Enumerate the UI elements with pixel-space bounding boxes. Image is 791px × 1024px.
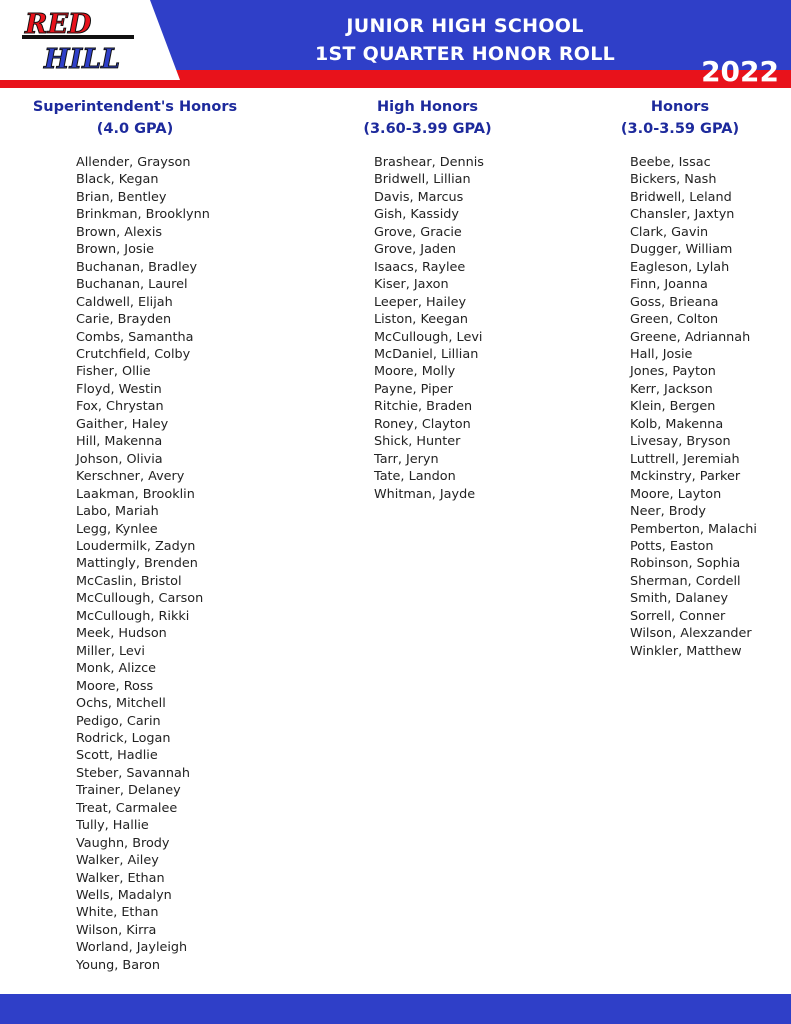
student-name: Fisher, Ollie xyxy=(76,364,151,380)
student-name: Sherman, Cordell xyxy=(630,573,741,589)
red-hill-logo xyxy=(22,4,142,74)
student-name: Rodrick, Logan xyxy=(76,730,171,746)
column-subtitle: (4.0 GPA) xyxy=(96,121,174,137)
student-name: Ochs, Mitchell xyxy=(76,696,166,712)
student-name: Tate, Landon xyxy=(374,469,456,485)
student-name: Monk, Alizce xyxy=(76,661,157,677)
student-name: Leeper, Hailey xyxy=(374,294,467,310)
student-name: Floyd, Westin xyxy=(76,381,162,397)
student-name: Dugger, William xyxy=(630,242,733,258)
student-name: Smith, Dalaney xyxy=(630,591,729,607)
student-name: Johson, Olivia xyxy=(76,451,163,467)
superintendent-honors-heading xyxy=(30,96,240,140)
title-line-2: 1ST QUARTER HONOR ROLL xyxy=(314,43,616,65)
student-name: Loudermilk, Zadyn xyxy=(76,538,196,554)
column-subtitle: (3.60-3.99 GPA) xyxy=(363,121,492,137)
student-name: Sorrell, Conner xyxy=(630,608,726,624)
column-title: High Honors xyxy=(376,99,479,115)
footer-bar xyxy=(0,994,791,1024)
student-name: Isaacs, Raylee xyxy=(374,259,466,275)
student-name: Kerr, Jackson xyxy=(630,381,713,397)
student-name: Wells, Madalyn xyxy=(76,888,172,904)
student-name: Brown, Alexis xyxy=(76,224,163,240)
student-name: Kolb, Makenna xyxy=(630,416,724,432)
student-name: Roney, Clayton xyxy=(374,416,471,432)
student-name: Potts, Easton xyxy=(630,538,714,554)
student-name: Grove, Gracie xyxy=(374,224,462,240)
student-name: Moore, Ross xyxy=(76,678,154,694)
student-name: Kiser, Jaxon xyxy=(374,277,449,293)
student-name: Hall, Josie xyxy=(630,346,693,362)
student-name: Kerschner, Avery xyxy=(76,469,185,485)
student-name: Combs, Samantha xyxy=(76,329,194,345)
student-name: Mattingly, Brenden xyxy=(76,556,198,572)
student-name: McCaslin, Bristol xyxy=(76,573,182,589)
column-title: Superintendent's Honors xyxy=(32,99,238,115)
logo-hill-text: HILL xyxy=(44,44,121,74)
student-name: Young, Baron xyxy=(76,957,160,973)
student-name: Greene, Adriannah xyxy=(630,329,751,345)
student-name: Whitman, Jayde xyxy=(374,486,476,502)
student-name: Eagleson, Lylah xyxy=(630,259,730,275)
student-name: Steber, Savannah xyxy=(76,765,190,781)
student-name: Tarr, Jeryn xyxy=(374,451,439,467)
student-name: Chansler, Jaxtyn xyxy=(630,207,735,223)
title-line-1: JUNIOR HIGH SCHOOL xyxy=(346,15,584,37)
student-name: Bridwell, Leland xyxy=(630,189,732,205)
student-name: Worland, Jayleigh xyxy=(76,940,188,956)
student-name: Carie, Brayden xyxy=(76,312,172,328)
student-name: Trainer, Delaney xyxy=(76,783,181,799)
student-name: Scott, Hadlie xyxy=(76,748,158,764)
student-name: Brian, Bentley xyxy=(76,189,167,205)
student-name: Walker, Ailey xyxy=(76,853,159,869)
student-name: Brown, Josie xyxy=(76,242,154,258)
student-name: Neer, Brody xyxy=(630,504,707,520)
student-name: Labo, Mariah xyxy=(76,504,159,520)
student-name: Winkler, Matthew xyxy=(630,643,742,659)
student-name: Wilson, Kirra xyxy=(76,922,157,938)
year-label: 2022 xyxy=(701,55,779,88)
student-name: Klein, Bergen xyxy=(630,399,716,415)
student-name: Crutchfield, Colby xyxy=(76,346,191,362)
student-name: Moore, Molly xyxy=(374,364,456,380)
superintendent-honors-list xyxy=(76,154,210,974)
student-name: McDaniel, Lillian xyxy=(374,346,479,362)
student-name: Gish, Kassidy xyxy=(374,207,459,223)
student-name: Robinson, Sophia xyxy=(630,556,741,572)
student-name: Miller, Levi xyxy=(76,643,145,659)
student-name: Payne, Piper xyxy=(374,381,453,397)
student-name: Gaither, Haley xyxy=(76,416,169,432)
student-name: Luttrell, Jeremiah xyxy=(630,451,740,467)
student-name: Beebe, Issac xyxy=(630,155,711,170)
student-name: Hill, Makenna xyxy=(76,434,163,450)
student-name: White, Ethan xyxy=(76,905,159,921)
student-name: Bridwell, Lillian xyxy=(374,172,471,188)
student-name: Brashear, Dennis xyxy=(374,155,484,170)
student-name: Laakman, Brooklin xyxy=(76,486,195,502)
student-name: Buchanan, Laurel xyxy=(76,277,188,293)
honors-list xyxy=(630,154,757,660)
high-honors-heading xyxy=(330,96,525,140)
student-name: McCullough, Levi xyxy=(374,329,483,345)
student-name: McCullough, Rikki xyxy=(76,608,190,624)
student-name: Wilson, Alexzander xyxy=(630,626,752,642)
student-name: Pemberton, Malachi xyxy=(630,521,757,537)
student-name: Buchanan, Bradley xyxy=(76,259,198,275)
student-name: Jones, Payton xyxy=(630,364,716,380)
column-title: Honors xyxy=(650,99,710,115)
student-name: Davis, Marcus xyxy=(374,189,464,205)
student-name: Finn, Joanna xyxy=(630,277,708,293)
student-name: Caldwell, Elijah xyxy=(76,294,173,310)
student-name: Liston, Keegan xyxy=(374,312,469,328)
student-name: Livesay, Bryson xyxy=(630,434,731,450)
student-name: Bickers, Nash xyxy=(630,172,717,188)
high-honors-list xyxy=(374,154,484,503)
student-name: Legg, Kynlee xyxy=(76,521,158,537)
student-name: Vaughn, Brody xyxy=(76,835,170,851)
student-name: Ritchie, Braden xyxy=(374,399,473,415)
student-name: Meek, Hudson xyxy=(76,626,167,642)
student-name: Brinkman, Brooklynn xyxy=(76,207,210,223)
student-name: Mckinstry, Parker xyxy=(630,469,741,485)
student-name: McCullough, Carson xyxy=(76,591,204,607)
student-name: Black, Kegan xyxy=(76,172,159,188)
student-name: Tully, Hallie xyxy=(76,818,149,834)
student-name: Clark, Gavin xyxy=(630,224,709,240)
student-name: Pedigo, Carin xyxy=(76,713,161,729)
student-name: Allender, Grayson xyxy=(76,155,191,170)
logo-red-text: RED xyxy=(25,9,92,40)
student-name: Shick, Hunter xyxy=(374,434,461,450)
student-name: Walker, Ethan xyxy=(76,870,165,886)
honors-heading xyxy=(600,96,760,140)
column-subtitle: (3.0-3.59 GPA) xyxy=(620,121,740,137)
student-name: Treat, Carmalee xyxy=(76,800,178,816)
page-title xyxy=(230,12,700,68)
student-name: Goss, Brieana xyxy=(630,294,719,310)
student-name: Fox, Chrystan xyxy=(76,399,164,415)
student-name: Moore, Layton xyxy=(630,486,722,502)
student-name: Grove, Jaden xyxy=(374,242,457,258)
student-name: Green, Colton xyxy=(630,312,719,328)
